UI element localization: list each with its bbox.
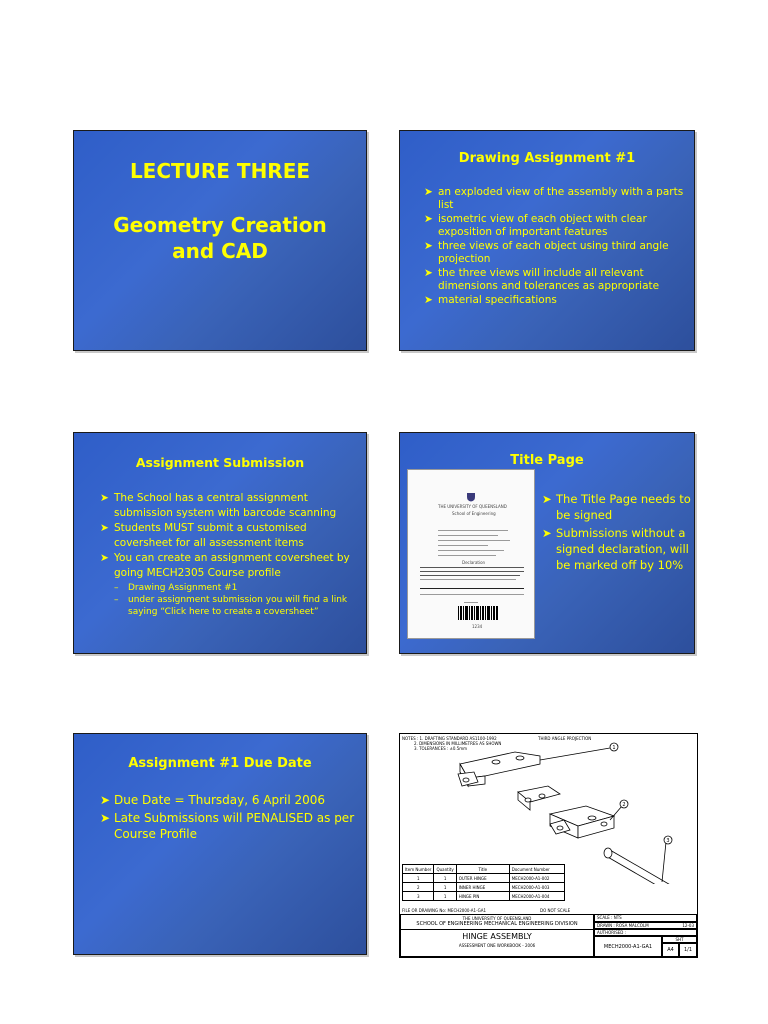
slide3-bullet: ➤ Students MUST submit a customised coversheet for all assessment items xyxy=(100,522,307,549)
tb-sheet: 1/1 xyxy=(679,943,697,957)
doc-text-line xyxy=(438,550,504,551)
tb-size: A4 xyxy=(662,943,679,957)
parts-list-header: Document Number xyxy=(509,865,564,874)
coversheet-link-text: “Click here to create a coversheet” xyxy=(160,607,319,617)
balloon-2-label: 2 xyxy=(622,802,626,808)
parts-list-header: Quantity xyxy=(434,865,456,874)
slide5-title: Assignment #1 Due Date xyxy=(128,756,312,771)
parts-list-row: 1 1 OUTER HINGE MECH2000-A1-002 xyxy=(403,874,565,883)
doc-text-line xyxy=(420,579,516,580)
arrow-bullet-icon: ➤ xyxy=(100,522,109,534)
parts-list-row: 3 1 HINGE PIN MECH2000-A1-004 xyxy=(403,892,565,901)
slide4-bullet: ➤ Submissions without a signed declaration, will be marked off by 10% xyxy=(542,526,689,572)
slide4-title: Title Page xyxy=(510,453,584,468)
barcode-number: 1234 xyxy=(472,624,483,629)
doc-text-line xyxy=(420,567,524,568)
arrow-bullet-icon: ➤ xyxy=(424,213,433,225)
tb-drawn: DRAWN : ROSA MALCOLM 12-03 xyxy=(594,922,697,929)
doc-declaration-heading: Declaration xyxy=(462,560,486,565)
file-number-note: FILE OR DRAWING No: MECH2000-A1-GA1 xyxy=(402,908,487,913)
title-page-document-image xyxy=(407,469,535,639)
slide1-title-line2: Geometry Creation xyxy=(113,213,327,237)
doc-text-line xyxy=(438,530,508,531)
arrow-bullet-icon: ➤ xyxy=(424,240,433,252)
tb-title: HINGE ASSEMBLY xyxy=(462,932,532,941)
arrow-bullet-icon: ➤ xyxy=(424,267,433,279)
arrow-bullet-icon: ➤ xyxy=(542,526,552,540)
drawing-note: 2. DIMENSIONS IN MILLIMETRES AS SHOWN xyxy=(414,741,502,746)
arrow-bullet-icon: ➤ xyxy=(100,811,111,825)
parts-list-header: Title xyxy=(456,865,509,874)
exploded-view-graphic xyxy=(400,734,697,884)
slide2-bullet-list xyxy=(424,186,686,307)
arrow-bullet-icon: ➤ xyxy=(424,294,433,306)
slide4-bullet-list xyxy=(542,491,692,573)
parts-list-header: Item Number xyxy=(403,865,434,874)
slide3-sub-list xyxy=(114,582,362,618)
doc-text-line xyxy=(420,571,524,572)
parts-list-row: 2 1 INNER HINGE MECH2000-A1-003 xyxy=(403,883,565,892)
arrow-bullet-icon: ➤ xyxy=(542,492,552,506)
parts-list-table xyxy=(402,864,565,901)
balloon-1-label: 1 xyxy=(612,745,616,751)
drawing-note: NOTES : 1. DRAFTING STANDARD AS1100-1992 xyxy=(402,736,497,741)
doc-text-line xyxy=(438,545,488,546)
projection-label: THIRD ANGLE PROJECTION xyxy=(538,736,592,741)
slide3-bullet-list xyxy=(100,491,362,618)
slide-lecture-three xyxy=(73,130,367,351)
tb-doc-number: MECH2000-A1-GA1 xyxy=(594,936,662,957)
title-block-main xyxy=(400,914,594,957)
university-crest-icon xyxy=(466,492,476,502)
doc-school-name: School of Engineering xyxy=(452,511,496,516)
slide3-sub-item: – under assignment submission you will find a link saying “Click here to create a coversheet” xyxy=(114,595,348,617)
hinge-assembly-drawing xyxy=(399,733,698,958)
slide3-bullet: ➤ The School has a central assignment submission system with barcode scanning xyxy=(100,492,337,519)
tb-school: SCHOOL OF ENGINEERING MECHANICAL ENGINEERING DIVISION xyxy=(401,921,593,930)
doc-signature-row xyxy=(420,588,524,589)
doc-text-line xyxy=(438,535,498,536)
slide2-bullet: ➤ isometric view of each object with clear exposition of important features xyxy=(424,213,647,238)
barcode-icon xyxy=(458,606,498,620)
drawing-note: 3. TOLERANCES : ±0.5mm xyxy=(414,746,468,751)
tb-university: THE UNIVERSITY OF QUEENSLAND xyxy=(462,916,532,921)
slide2-bullet: ➤ the three views will include all relevant dimensions and tolerances as appropriate xyxy=(424,267,660,292)
parts-list-header-row xyxy=(403,865,565,874)
balloon-3-label: 3 xyxy=(666,838,670,844)
tb-authorised: AUTHORISED : xyxy=(594,929,697,936)
arrow-bullet-icon: ➤ xyxy=(424,186,433,198)
tb-subtitle: ASSESSMENT ONE WORKBOOK - 2006 xyxy=(458,943,536,948)
arrow-bullet-icon: ➤ xyxy=(100,552,109,564)
slide-title-page xyxy=(399,432,695,654)
slide5-bullet: ➤ Due Date = Thursday, 6 April 2006 xyxy=(100,793,326,807)
slide3-title: Assignment Submission xyxy=(135,455,305,470)
do-not-scale-note: DO NOT SCALE xyxy=(540,908,571,913)
doc-text-line xyxy=(438,555,496,556)
slide5-bullet: ➤ Late Submissions will PENALISED as per Course Profile xyxy=(100,811,355,841)
slide1-title-line1: LECTURE THREE xyxy=(129,159,311,183)
slide-due-date xyxy=(73,733,367,955)
arrow-bullet-icon: ➤ xyxy=(100,492,109,504)
slide5-bullet-list xyxy=(100,792,362,842)
slide3-bullet: ➤ You can create an assignment coversheet by going MECH2305 Course profile – Drawing Assignment #1 – under assignment submission you will find a link saying “Click here to create a coversheet” xyxy=(100,551,362,618)
slide1-title-line3: and CAD xyxy=(172,239,268,263)
doc-text-line xyxy=(438,540,510,541)
slide2-bullet: ➤ material specifications xyxy=(424,294,557,306)
arrow-bullet-icon: ➤ xyxy=(100,793,111,807)
doc-university-name: THE UNIVERSITY OF QUEENSLAND xyxy=(438,504,507,509)
slide4-bullet: ➤ The Title Page needs to be signed xyxy=(542,492,691,522)
slide2-bullet: ➤ an exploded view of the assembly with a parts list xyxy=(424,186,684,211)
slide2-title: Drawing Assignment #1 xyxy=(458,151,636,166)
tb-sheet-label: SHT xyxy=(662,936,697,943)
doc-text-line xyxy=(420,594,524,595)
slide-drawing-assignment xyxy=(399,130,695,351)
tb-scale: SCALE : NTS xyxy=(594,914,697,922)
slide3-sub-item: – Drawing Assignment #1 xyxy=(114,583,238,593)
doc-text-line xyxy=(420,575,520,576)
slide-assignment-submission xyxy=(73,432,367,654)
doc-text-line xyxy=(464,602,478,603)
slide2-bullet: ➤ three views of each object using third angle projection xyxy=(424,240,669,265)
